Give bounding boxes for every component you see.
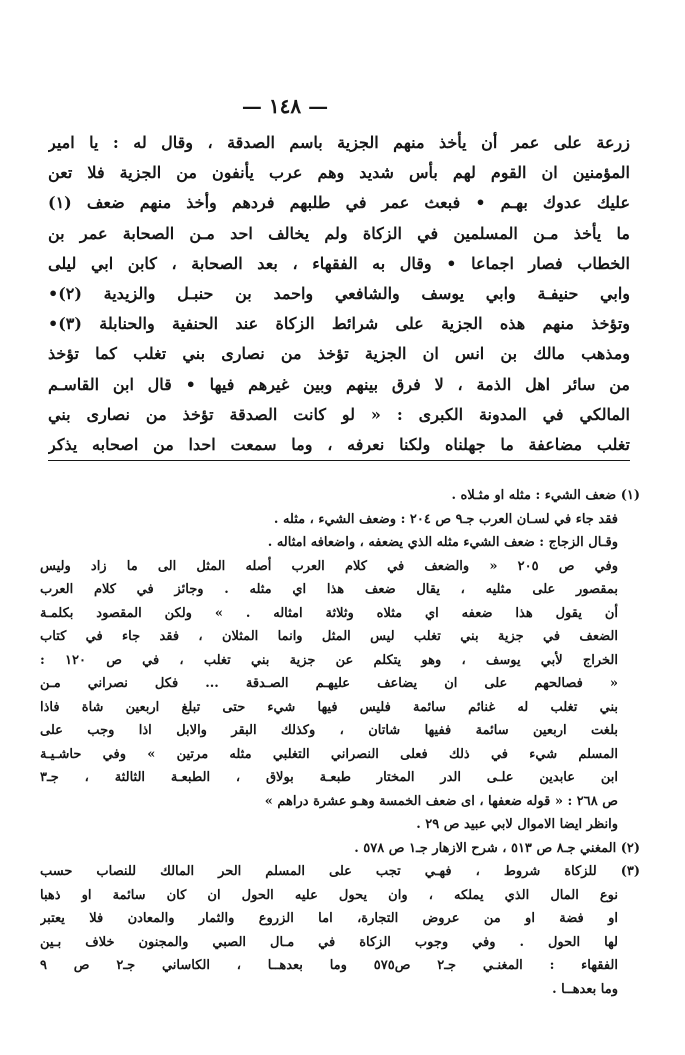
- footnote-line: المسلم شيء في ذلك فعلى النصراني التغلبي مثله مرتين » وفي حاشـيـة: [40, 746, 618, 762]
- footnote-line: بلغت اربعين سائمة ففيها شاتان ، وكذلك البقر والابل اذا وجب على: [40, 723, 618, 738]
- footnote-line: الفقهاء : المغنـي جـ٢ ص٥٧٥ وما بعدهــا ، الكاساني جـ٢ ص ٩: [40, 958, 618, 973]
- footnote-line: او فضة او من عروض التجارة، اما الزروع والثمار والمعادن فلا يعتبر: [40, 911, 618, 926]
- body-line: من سائر اهل الذمة ، لا فرق بينهم وبين غيرهم فيها • قال ابن القاسـم: [48, 374, 630, 394]
- footnote-line: أن يقول هذا ضعفه اي مثلاه وثلاثة امثاله . » ولكن المقصود بكلمـة: [40, 605, 618, 621]
- body-line: ومذهب مالك بن انس ان الجزية تؤخذ من نصارى بني تغلب كما تؤخذ: [48, 344, 630, 364]
- page-number: — ١٤٨ —: [241, 94, 329, 118]
- footnote-2: (٢) المغني جـ٨ ص ٥١٣ ، شرح الازهار جـ١ ص ٥٧٨ .: [354, 840, 640, 856]
- footnotes: [40, 484, 640, 1001]
- footnote-line: لها الحول . وفي وجوب الزكاة في مـال الصبي والمجنون خلاف بـين: [40, 934, 618, 950]
- footnote-3-heading: (٣) للزكاة شروط ، فهـي تجب على المسلم الحر المالك للنصاب حسب: [40, 864, 640, 879]
- footnote-line: فقد جاء في لسـان العرب جـ٩ ص ٢٠٤ : وضعف الشيء ، مثله .: [273, 511, 618, 527]
- footnote-line: وفي ص ٢٠٥ « والضعف في كلام العرب أصله المثل الى ما زاد وليس: [40, 558, 618, 574]
- body-line-last: تغلب مضاعفة ما جهلناه ولكنا نعرفه ، وما سمعت احدا من اصحابه يذكر: [48, 430, 630, 461]
- footnote-line: وما بعدهــا .: [552, 981, 618, 997]
- body-line: زرعة على عمر أن يأخذ منهم الجزية باسم الصدقة ، وقال له : يا امير: [48, 133, 630, 152]
- footnote-line: وقـال الزجاج : ضعف الشيء مثله الذي يضعفه ، واضعافه امثاله .: [267, 535, 618, 550]
- main-text: [48, 128, 630, 461]
- body-line: الخطاب فصار اجماعا • وقال به الفقهاء ، بعد الصحابة ، كابن ابي ليلى: [48, 253, 630, 273]
- body-line: وتؤخذ منهم هذه الجزية على شرائط الزكاة عند الحنفية والحنابلة (٣)•: [48, 314, 630, 334]
- footnote-line: نوع المال الذي يملكه ، وان يحول عليه الحول ان كان سائمة او ذهبا: [40, 887, 618, 903]
- body-line: المالكي في المدونة الكبرى : « لو كانت الصدقة تؤخذ من نصارى بني: [48, 404, 630, 424]
- footnote-line: ابن عابدين علـى الدر المختار طبعـة بولاق ، الطبعـة الثالثة ، جـ٣: [40, 770, 618, 785]
- footnote-line: الخراج لأبي يوسف ، وهو يتكلم عن جزية بني تغلب ، في ص ١٢٠ :: [40, 652, 619, 668]
- footnote-1-heading: (١) ضعف الشيء : مثله او مثـلاه .: [451, 488, 640, 503]
- footnote-line: الضعف في جزية بني تغلب ليس المثل وانما المثلان ، فقد جاء في كتاب: [40, 629, 618, 644]
- body-line: عليك عدوك بهـم • فبعث عمر في طلبهم فردهم وأخذ منهم ضعف (١): [48, 193, 630, 213]
- body-line: المؤمنين ان القوم لهم بأس شديد وهم عرب يأنفون من الجزية فلا تعن: [48, 163, 630, 183]
- footnote-line: « فصالحهم على ان يضاعف عليهـم الصـدقة ... فكل نصراني مـن: [40, 676, 618, 691]
- footnote-line: بني تغلب له غنائم سائمة فليس فيها شيء حتى تبلغ اربعين شاة فاذا: [40, 699, 618, 715]
- footnote-line: بمقصور على مثليه ، يقال ضعف هذا اي مثله . وجائز في كلام العرب: [40, 582, 618, 597]
- body-line: وابي حنيفـة وابي يوسف والشافعي واحمد بن حنبـل والزيدية (٢)•: [48, 283, 630, 303]
- footnote-line: ص ٢٦٨ : « قوله ضعفها ، اى ضعف الخمسة وهـو عشرة دراهم »: [264, 793, 618, 809]
- body-line: ما يأخذ مـن المسلمين في الزكاة ولم يخالف احد مـن الصحابة عمر بن: [48, 223, 630, 243]
- footnote-line: وانظر ايضا الاموال لابي عبيد ص ٢٩ .: [416, 817, 618, 832]
